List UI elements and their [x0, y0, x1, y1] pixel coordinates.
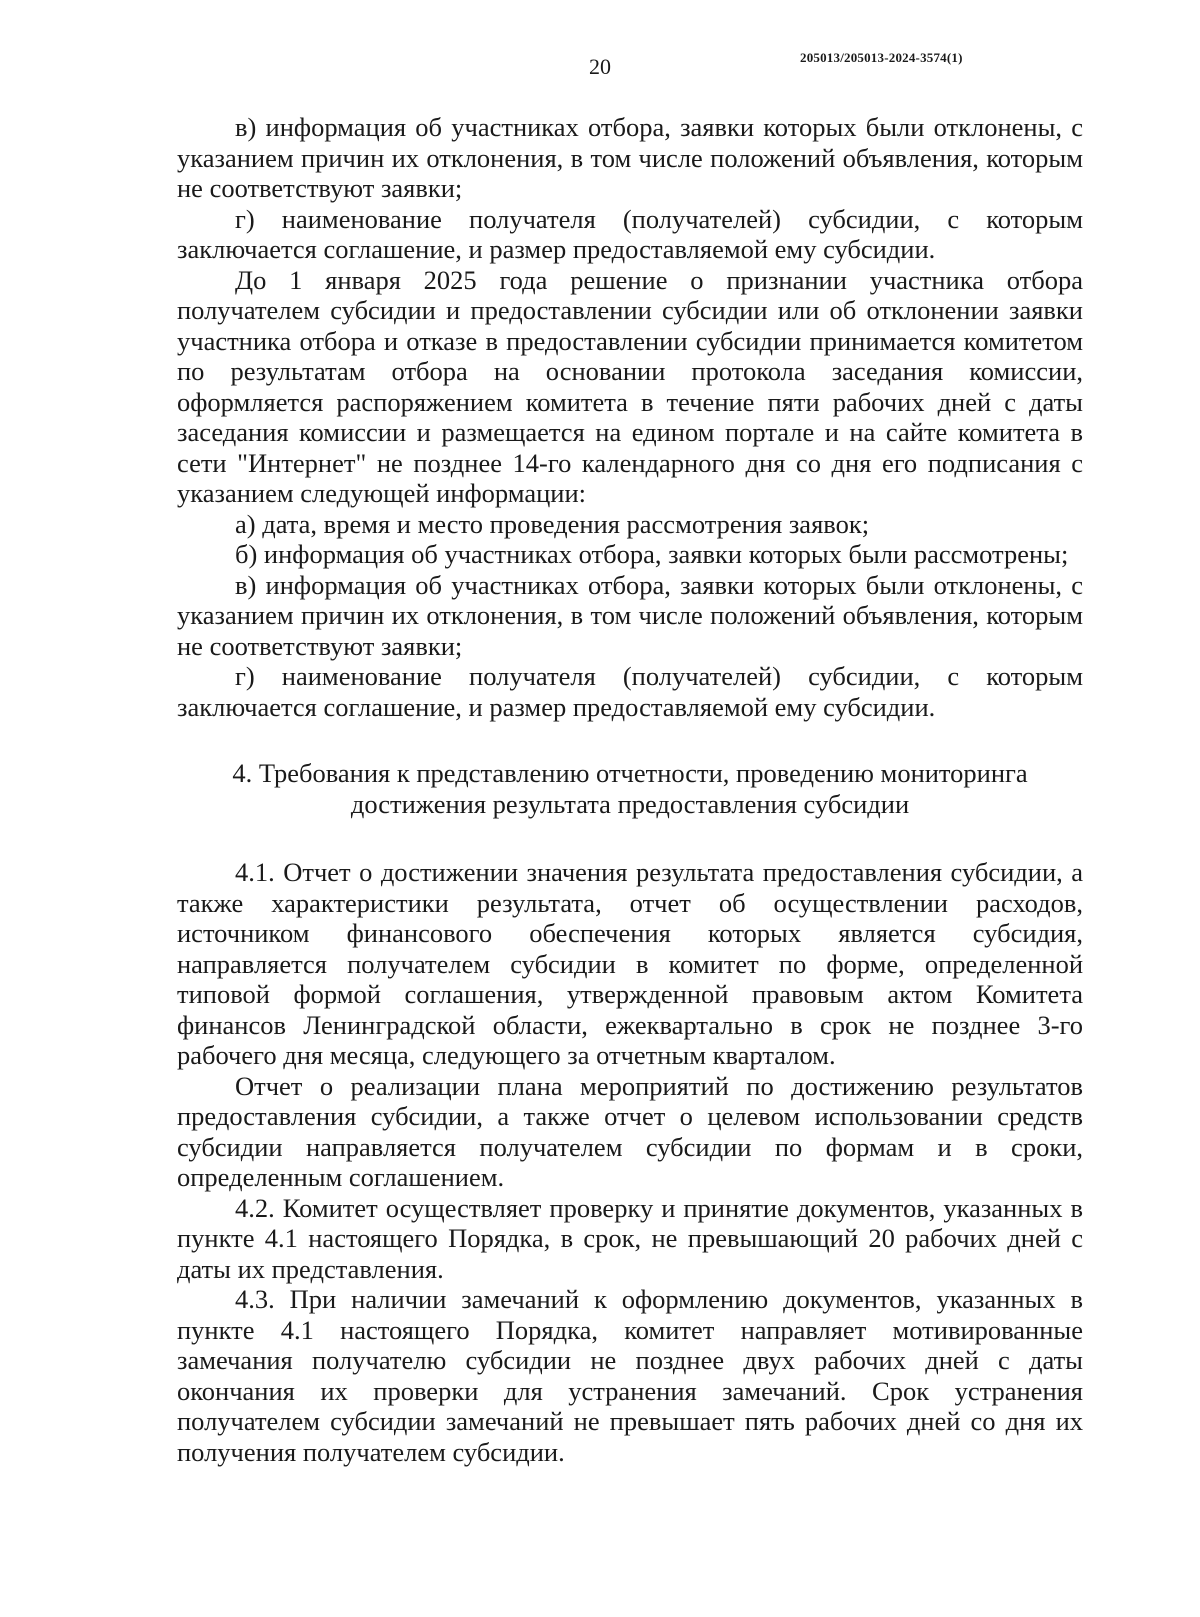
paragraph: г) наименование получателя (получателей) субсидии, с которым заключается соглашение, и размер предоставляемой ему субсидии.	[177, 661, 1083, 722]
document-code: 205013/205013-2024-3574(1)	[800, 50, 963, 65]
paragraph: 4.1. Отчет о достижении значения результата предоставления субсидии, а также характеристики результата, отчет об осуществлении расходов, источником финансового обеспечения которых является субсидия, направляется получателем субсидии в комитет по форме, определенной типовой формой соглашения, утвержденной правовым актом Комитета финансов Ленинградской области, ежеквартально в срок не позднее 3-го рабочего дня месяца, следующего за отчетным кварталом.	[177, 857, 1083, 1070]
paragraph: До 1 января 2025 года решение о признании участника отбора получателем субсидии и предоставлении субсидии или об отклонении заявки участника отбора и отказе в предоставлении субсидии принимается комитетом по результатам отбора на основании протокола заседания комиссии, оформляется распоряжением комитета в течение пяти рабочих дней с даты заседания комиссии и размещается на едином портале и на сайте комитета в сети "Интернет" не позднее 14-го календарного дня со дня его подписания с указанием следующей информации:	[177, 264, 1083, 508]
paragraph: б) информация об участниках отбора, заявки которых были рассмотрены;	[235, 539, 1069, 569]
section-heading-line2: достижения результата предоставления субсидии	[350, 788, 910, 819]
paragraph: в) информация об участниках отбора, заявки которых были отклонены, с указанием причин их отклонения, в том числе положений объявления, которым не соответствуют заявки;	[177, 112, 1083, 203]
section-heading	[177, 758, 1083, 819]
paragraph: Отчет о реализации плана мероприятий по достижению результатов предоставления субсидии, а также отчет о целевом использовании средств субсидии направляется получателем субсидии по формам и в сроки, определенным соглашением.	[177, 1070, 1083, 1192]
section-heading-line1: 4. Требования к представлению отчетности, проведению мониторинга	[232, 758, 1028, 788]
page-number: 20	[589, 54, 611, 79]
paragraph: 4.2. Комитет осуществляет проверку и принятие документов, указанных в пункте 4.1 настоящего Порядка, в срок, не превышающий 20 рабочих дней с даты их представления.	[177, 1192, 1083, 1284]
document-body	[177, 112, 1083, 1467]
paragraph: в) информация об участниках отбора, заявки которых были отклонены, с указанием причин их отклонения, в том числе положений объявления, которым не соответствуют заявки;	[177, 569, 1083, 661]
paragraph: 4.3. При наличии замечаний к оформлению документов, указанных в пункте 4.1 настоящего Порядка, комитет направляет мотивированные замечания получателю субсидии не позднее двух рабочих дней с даты окончания их проверки для устранения замечаний. Срок устранения получателем субсидии замечаний не превышает пять рабочих дней со дня их получения получателем субсидии.	[177, 1284, 1083, 1467]
paragraph: г) наименование получателя (получателей) субсидии, с которым заключается соглашение, и размер предоставляемой ему субсидии.	[177, 203, 1083, 264]
paragraph: а) дата, время и место проведения рассмотрения заявок;	[235, 508, 870, 539]
